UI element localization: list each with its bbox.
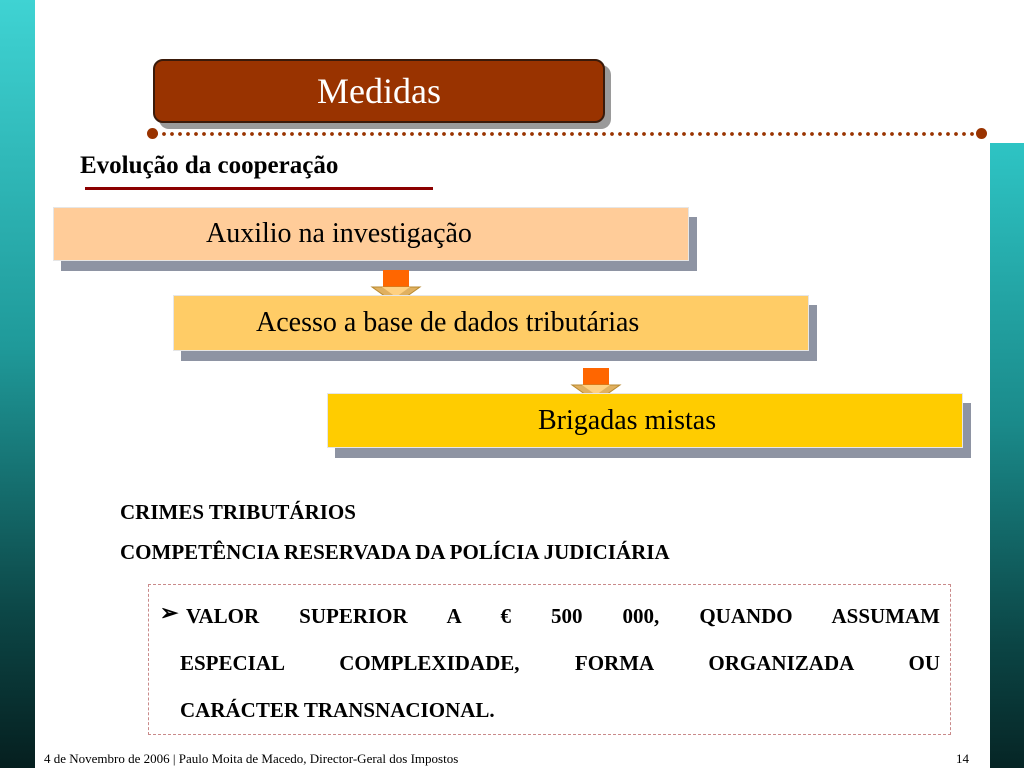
step-3-label: Brigadas mistas bbox=[538, 404, 717, 436]
step-3-box bbox=[327, 393, 963, 448]
step-2-box bbox=[173, 295, 809, 351]
footer-text: 4 de Novembro de 2006 | Paulo Moita de Macedo, Director-Geral dos Impostos bbox=[44, 751, 459, 766]
right-decorative-bar bbox=[990, 143, 1024, 768]
slide-title: Medidas bbox=[153, 59, 605, 123]
dotted-divider bbox=[152, 131, 982, 137]
dotted-line-end bbox=[976, 128, 987, 139]
step-1-label: Auxilio na investigação bbox=[206, 218, 472, 249]
section-subtitle: Evolução da cooperação bbox=[80, 152, 339, 179]
subtitle-underline bbox=[85, 187, 433, 190]
heading-crimes: CRIMES TRIBUTÁRIOS bbox=[120, 500, 356, 524]
note-line-3: CARÁCTER TRANSNACIONAL. bbox=[180, 698, 495, 722]
left-decorative-bar bbox=[0, 0, 35, 768]
page-number: 14 bbox=[956, 751, 969, 766]
note-line-2: ESPECIAL COMPLEXIDADE, FORMA ORGANIZADA OU bbox=[180, 651, 940, 675]
step-2-label: Acesso a base de dados tributárias bbox=[256, 307, 640, 338]
arrow-bullet-icon: ➢ bbox=[160, 600, 179, 625]
note-line-1: VALOR SUPERIOR A € 500 000, QUANDO ASSUMAM bbox=[186, 604, 940, 628]
step-1-box bbox=[53, 207, 689, 261]
heading-competencia: COMPETÊNCIA RESERVADA DA POLÍCIA JUDICIÁRIA bbox=[120, 540, 670, 564]
